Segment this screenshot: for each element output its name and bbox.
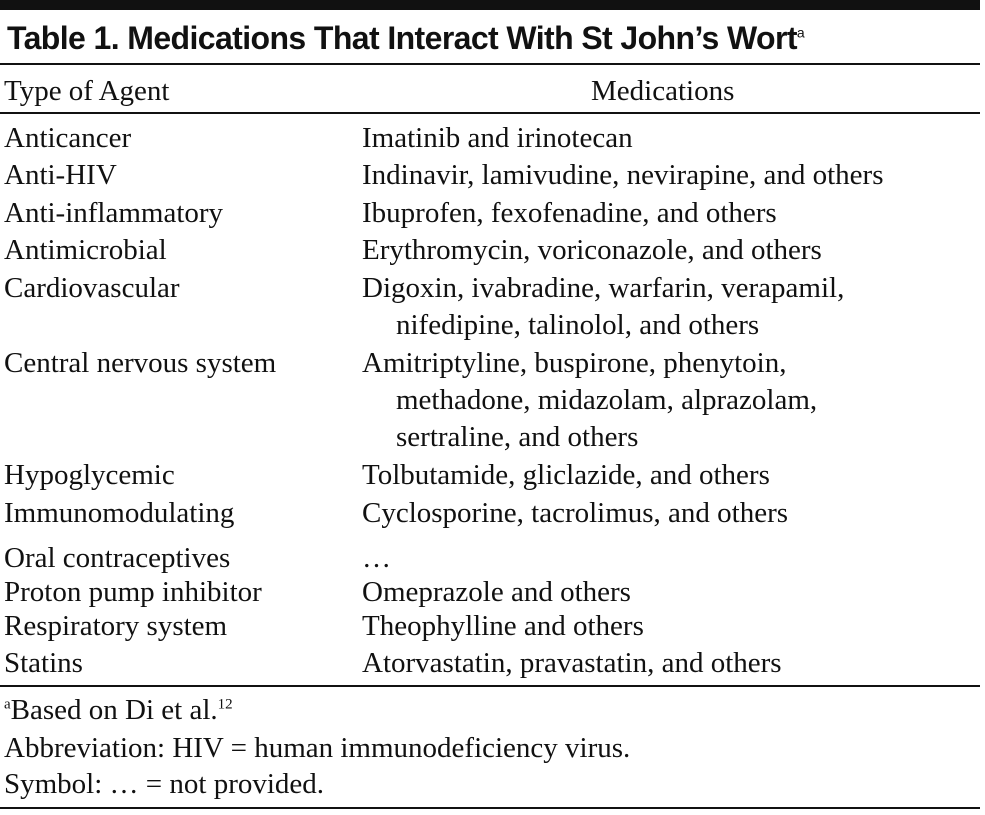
table-title-footnote-mark: a	[796, 24, 805, 41]
medications-line: Omeprazole and others	[362, 576, 631, 608]
medications-line: Cyclosporine, tacrolimus, and others	[362, 497, 789, 529]
agent-type-cell: Oral contraceptives	[4, 542, 231, 574]
agent-type-cell: Cardiovascular	[4, 272, 180, 304]
top-thick-rule	[0, 0, 980, 10]
column-header-medications: Medications	[591, 75, 735, 107]
footnote-abbreviation: Abbreviation: HIV = human immunodeficiency virus.	[4, 732, 631, 764]
medications-cell	[362, 608, 972, 645]
footnote-source-ref: 12	[217, 696, 233, 713]
medications-cell	[362, 120, 972, 157]
medications-line: Digoxin, ivabradine, warfarin, verapamil,	[362, 272, 845, 304]
table-title-text: Table 1. Medications That Interact With St John’s Wort	[7, 20, 797, 56]
medications-cell	[362, 645, 972, 682]
agent-type-cell: Immunomodulating	[4, 497, 235, 529]
table-title	[7, 20, 804, 56]
footnote-symbol: Symbol: … = not provided.	[4, 768, 325, 800]
title-rule	[0, 63, 980, 65]
medications-cell	[362, 540, 972, 577]
medications-cell	[362, 195, 972, 232]
medications-line: methadone, midazolam, alprazolam,	[396, 384, 818, 416]
medications-line: Atorvastatin, pravastatin, and others	[362, 647, 782, 679]
medications-line: Amitriptyline, buspirone, phenytoin,	[362, 347, 787, 379]
medications-line: sertraline, and others	[396, 421, 639, 453]
medications-cell	[362, 574, 972, 611]
medications-cell	[362, 157, 972, 194]
medications-line: Tolbutamide, gliclazide, and others	[362, 459, 770, 491]
medications-cell	[362, 345, 972, 456]
page-bottom-rule	[0, 807, 980, 809]
footnote-source-text: Based on Di et al.	[10, 694, 218, 726]
medications-line: nifedipine, talinolol, and others	[396, 309, 760, 341]
agent-type-cell: Respiratory system	[4, 610, 228, 642]
medications-cell	[362, 270, 972, 344]
medications-line: Theophylline and others	[362, 610, 644, 642]
medications-line: Imatinib and irinotecan	[362, 122, 633, 154]
agent-type-cell: Central nervous system	[4, 347, 277, 379]
agent-type-cell: Anti-HIV	[4, 159, 117, 191]
medications-cell	[362, 232, 972, 269]
medications-cell	[362, 495, 972, 532]
agent-type-cell: Anti-inflammatory	[4, 197, 224, 229]
medications-cell	[362, 457, 972, 494]
medications-line: Erythromycin, voriconazole, and others	[362, 234, 822, 266]
column-header-type: Type of Agent	[4, 75, 170, 107]
header-rule	[0, 112, 980, 114]
table-bottom-rule	[0, 685, 980, 687]
medications-line: Indinavir, lamivudine, nevirapine, and others	[362, 159, 884, 191]
medications-line: …	[362, 542, 391, 574]
footnote-source	[4, 693, 233, 727]
agent-type-cell: Hypoglycemic	[4, 459, 175, 491]
agent-type-cell: Anticancer	[4, 122, 132, 154]
agent-type-cell: Antimicrobial	[4, 234, 167, 266]
agent-type-cell: Statins	[4, 647, 83, 679]
medications-line: Ibuprofen, fexofenadine, and others	[362, 197, 777, 229]
footnote-source-mark: a	[4, 696, 11, 713]
agent-type-cell: Proton pump inhibitor	[4, 576, 262, 608]
